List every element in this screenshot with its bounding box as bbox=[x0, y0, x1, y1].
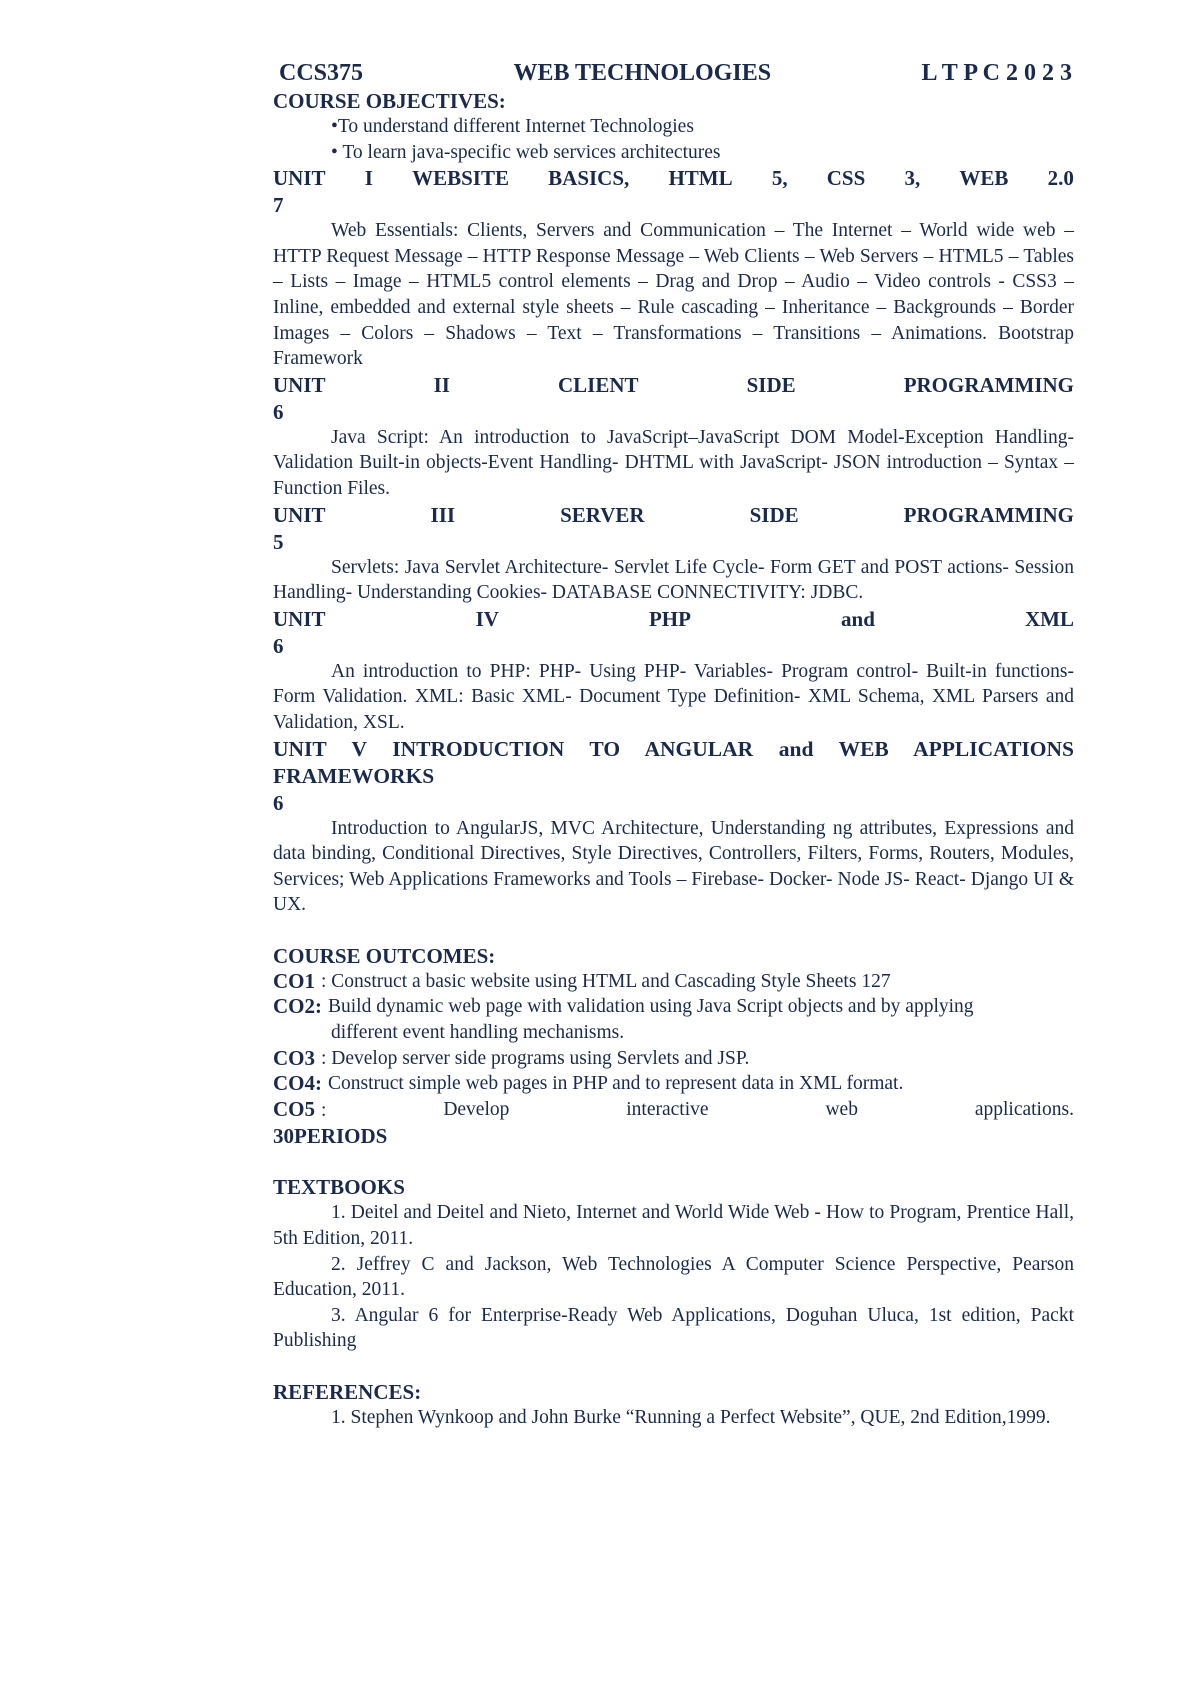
outcome-label: CO4: bbox=[273, 1071, 322, 1096]
outcome-word: : bbox=[321, 1099, 327, 1121]
unit-3-text: Servlets: Java Servlet Architecture- Servlet Life Cycle- Form GET and POST actions- Session Handling- Understanding Cookies- DATABASE CONNECTIVITY: JDBC. bbox=[273, 556, 1074, 604]
unit-word: III bbox=[430, 502, 456, 527]
unit-5-text: Introduction to AngularJS, MVC Architecture, Understanding ng attributes, Expressions and data binding, Conditional Directives, Style Directives, Controllers, Filters, Forms, Routers, Modules, Services; Web Applications Frameworks and Tools – Firebase- Docker- Node JS- React- Django UI & UX. bbox=[273, 817, 1074, 916]
unit-word: UNIT bbox=[273, 606, 326, 631]
outcome-co2-continued: different event handling mechanisms. bbox=[331, 1022, 625, 1044]
unit-4-heading bbox=[273, 606, 1074, 633]
unit-word: PROGRAMMING bbox=[903, 502, 1074, 527]
unit-word: I bbox=[364, 166, 373, 191]
outcome-text: : Develop server side programs using Servlets and JSP. bbox=[321, 1047, 750, 1069]
unit-word: HTML bbox=[668, 166, 733, 191]
unit-word: WEB bbox=[959, 166, 1009, 191]
outcome-text: : Construct a basic website using HTML and Cascading Style Sheets 127 bbox=[321, 970, 891, 992]
unit-word: SERVER bbox=[560, 502, 645, 527]
outcome-word: Develop bbox=[443, 1098, 510, 1120]
textbook-item: 2. Jeffrey C and Jackson, Web Technologies A Computer Science Perspective, Pearson Education, 2011. bbox=[273, 1253, 1074, 1301]
unit-1-hours: 7 bbox=[273, 193, 284, 218]
course-title: WEB TECHNOLOGIES bbox=[513, 60, 772, 86]
textbooks-heading: TEXTBOOKS bbox=[273, 1175, 405, 1200]
objectives-heading: COURSE OBJECTIVES: bbox=[273, 89, 506, 113]
spacer bbox=[273, 918, 1074, 943]
unit-word: 5, bbox=[771, 166, 788, 191]
outcome-word: web bbox=[825, 1098, 858, 1120]
outcome-text: Construct simple web pages in PHP and to represent data in XML format. bbox=[328, 1073, 904, 1095]
unit-word: SIDE bbox=[749, 502, 799, 527]
unit-word: UNIT bbox=[273, 502, 326, 527]
unit-2-hours: 6 bbox=[273, 399, 284, 424]
course-header bbox=[273, 58, 1074, 88]
unit-4-hours: 6 bbox=[273, 633, 284, 658]
unit-word: IV bbox=[475, 606, 499, 631]
outcome-label: CO3 bbox=[273, 1045, 315, 1070]
unit-word: PROGRAMMING bbox=[903, 372, 1074, 397]
unit-word: and bbox=[841, 606, 875, 631]
objective-item: •To understand different Internet Technologies bbox=[331, 116, 694, 137]
unit-5-hours: 6 bbox=[273, 790, 284, 815]
reference-item: 1. Stephen Wynkoop and John Burke “Running a Perfect Website”, QUE, 2nd Edition,1999. bbox=[331, 1407, 1051, 1428]
outcome-word: interactive bbox=[626, 1098, 709, 1120]
unit-1-text: Web Essentials: Clients, Servers and Communication – The Internet – World wide web – HTTP Request Message – HTTP Response Message – Web Clients – Web Servers – HTML5 – Tables – Lists – Image – HTML5 control elements – Drag and Drop – Audio – Video controls - CSS3 – Inline, embedded and external style sheets – Rule cascading – Inheritance – Backgrounds – Border Images – Colors – Shadows – Text – Transformations – Transitions – Animations. Bootstrap Framework bbox=[273, 220, 1074, 370]
outcome-label: CO2: bbox=[273, 994, 322, 1019]
outcome-co5 bbox=[273, 1097, 1074, 1124]
outcomes-heading: COURSE OUTCOMES: bbox=[273, 943, 496, 968]
spacer bbox=[273, 1149, 1074, 1174]
outcome-co3 bbox=[273, 1046, 1074, 1072]
unit-word: WEBSITE bbox=[412, 166, 509, 191]
unit-word: 3, bbox=[904, 166, 921, 191]
unit-word: CLIENT bbox=[558, 372, 639, 397]
outcome-label: CO5 bbox=[273, 1096, 315, 1121]
textbook-item: 3. Angular 6 for Enterprise-Ready Web Applications, Doguhan Uluca, 1st edition, Packt Publishing bbox=[273, 1304, 1074, 1352]
unit-4-text: An introduction to PHP: PHP- Using PHP- Variables- Program control- Built-in functions- Form Validation. XML: Basic XML- Document Type Definition- XML Schema, XML Parsers and Validation, XSL. bbox=[273, 660, 1074, 733]
unit-word: UNIT bbox=[273, 166, 326, 191]
unit-word: XML bbox=[1024, 606, 1074, 631]
outcome-co2 bbox=[273, 994, 1074, 1020]
total-periods: 30PERIODS bbox=[273, 1124, 388, 1149]
unit-word: CSS bbox=[826, 166, 866, 191]
unit-1-heading bbox=[273, 165, 1074, 192]
outcome-co5-start bbox=[273, 1097, 326, 1124]
outcome-text: Build dynamic web page with validation using Java Script objects and by applying bbox=[328, 996, 974, 1018]
unit-3-heading bbox=[273, 502, 1074, 529]
unit-3-hours: 5 bbox=[273, 529, 284, 554]
unit-word: UNIT bbox=[273, 372, 326, 397]
unit-word: 2.0 bbox=[1047, 166, 1074, 191]
unit-word: PHP bbox=[648, 606, 691, 631]
objective-item: • To learn java-specific web services architectures bbox=[331, 141, 721, 163]
spacer bbox=[273, 1354, 1074, 1379]
unit-word: II bbox=[433, 372, 450, 397]
outcome-label: CO1 bbox=[273, 968, 315, 993]
unit-2-heading bbox=[273, 372, 1074, 399]
outcome-co4 bbox=[273, 1071, 1074, 1097]
course-code: CCS375 bbox=[279, 60, 364, 86]
unit-5-heading: UNIT V INTRODUCTION TO ANGULAR and WEB APPLICATIONS FRAMEWORKS bbox=[273, 736, 1074, 788]
unit-2-text: Java Script: An introduction to JavaScript–JavaScript DOM Model-Exception Handling-Validation Built-in objects-Event Handling- DHTML with JavaScript- JSON introduction – Syntax – Function Files. bbox=[273, 426, 1074, 499]
ltpc: L T P C 2 0 2 3 bbox=[921, 60, 1072, 86]
unit-word: SIDE bbox=[746, 372, 796, 397]
textbook-item: 1. Deitel and Deitel and Nieto, Internet and World Wide Web - How to Program, Prentice Hall, 5th Edition, 2011. bbox=[273, 1202, 1074, 1250]
outcome-co1 bbox=[273, 969, 1074, 995]
references-heading: REFERENCES: bbox=[273, 1380, 422, 1404]
syllabus-content bbox=[273, 58, 1074, 1431]
unit-word: BASICS, bbox=[548, 166, 630, 191]
outcome-word: applications. bbox=[974, 1098, 1074, 1120]
